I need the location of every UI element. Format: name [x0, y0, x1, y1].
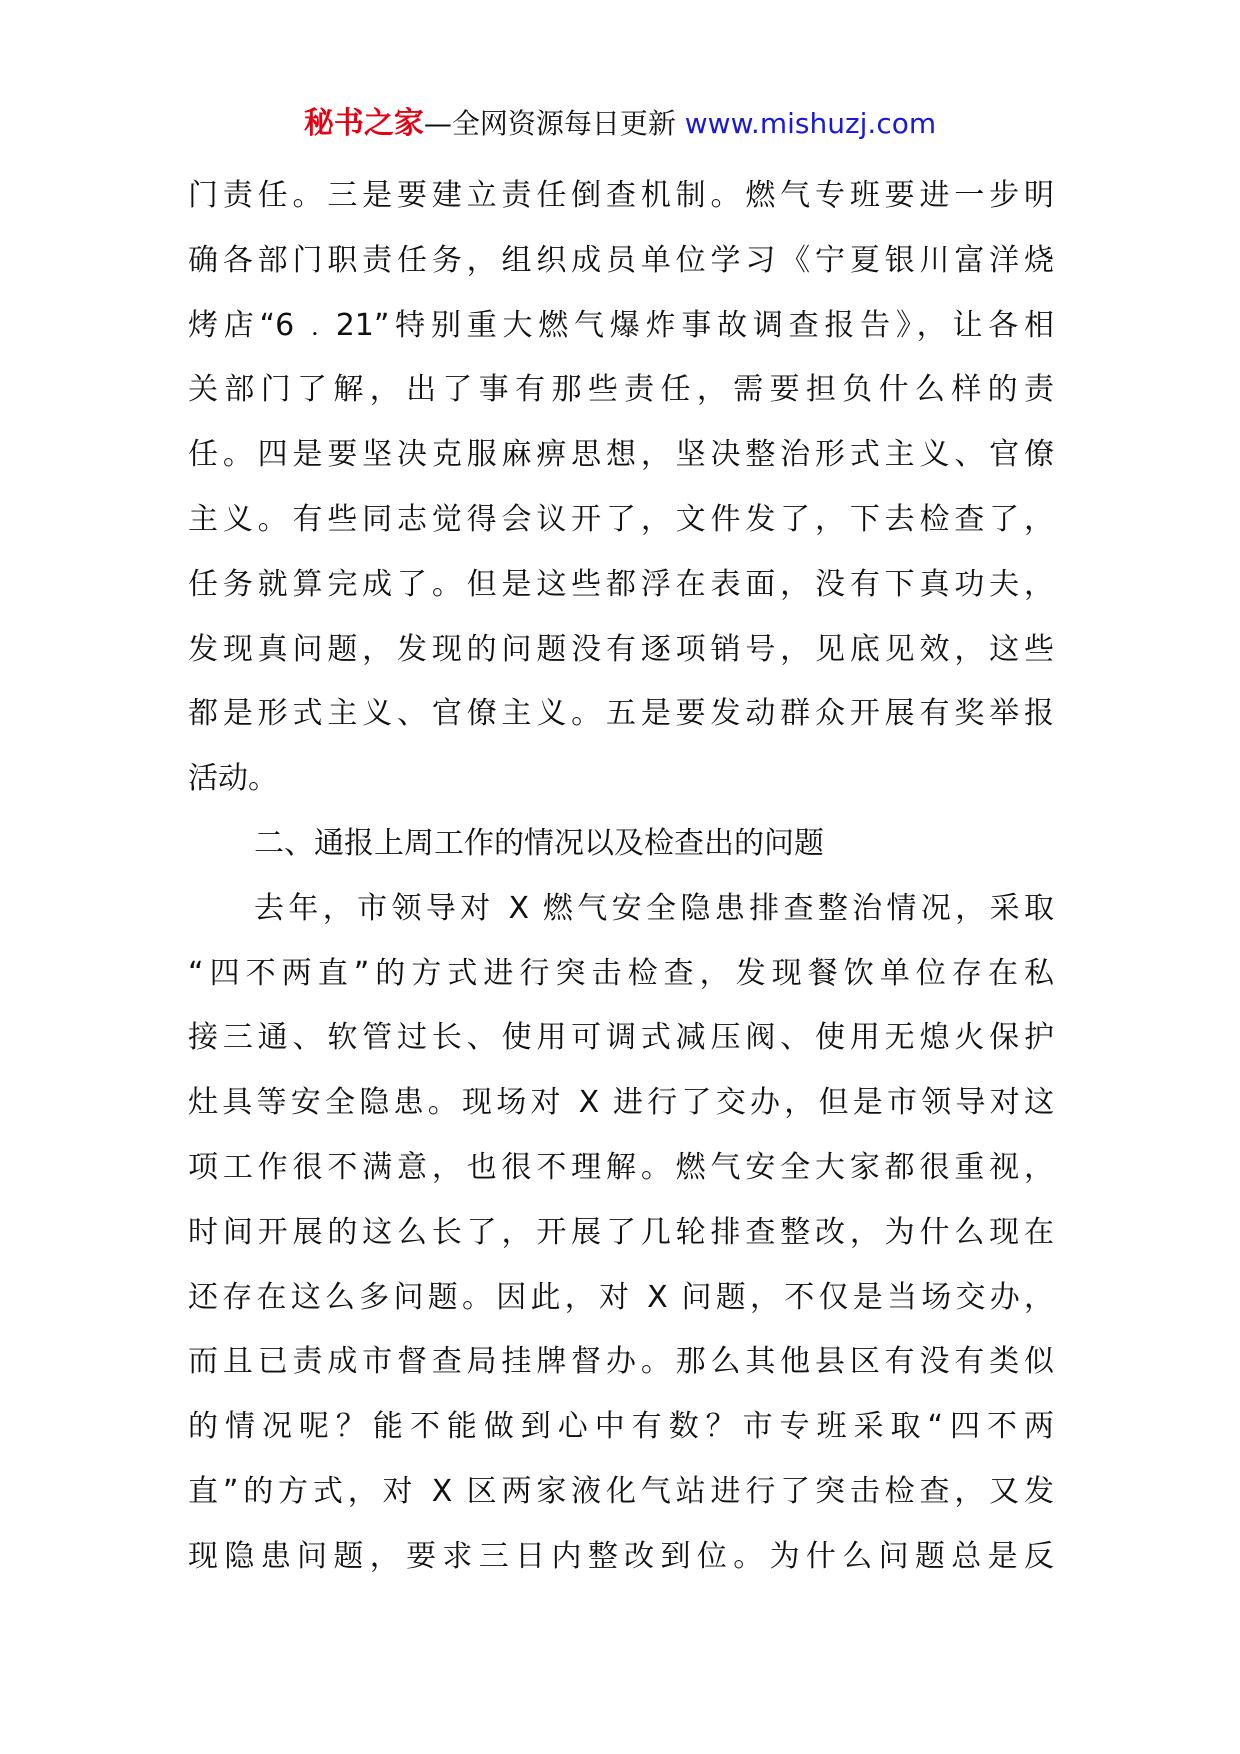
- text-line: 烤店“6﹒21”特别重大燃气爆炸事故调查报告》，让各相: [188, 307, 1054, 343]
- document-body: [188, 164, 1054, 1590]
- text-line: 的情况呢？能不能做到心中有数？市专班采取“四不两: [188, 1409, 1054, 1445]
- text-line: 还存在这么多问题。因此，对 X 问题，不仅是当场交办，: [188, 1279, 1054, 1315]
- text-line: 项工作很不满意，也很不理解。燃气安全大家都很重视，: [188, 1149, 1054, 1185]
- header-url-link[interactable]: www.mishuzj.com: [684, 107, 937, 140]
- text-line: 门责任。三是要建立责任倒查机制。燃气专班要进一步明: [188, 178, 1054, 213]
- text-line: 去年，市领导对 X 燃气安全隐患排查整治情况，采取: [254, 890, 1054, 926]
- page-header: [0, 104, 1240, 144]
- text-line: 任务就算完成了。但是这些都浮在表面，没有下真功夫，: [188, 566, 1054, 602]
- text-line: 现隐患问题，要求三日内整改到位。为什么问题总是反: [188, 1538, 1054, 1574]
- text-line: 都是形式主义、官僚主义。五是要发动群众开展有奖举报: [188, 696, 1054, 732]
- brand-name: 秘书之家: [303, 106, 424, 141]
- text-line: “四不两直”的方式进行突击检查，发现餐饮单位存在私: [188, 955, 1054, 991]
- text-line: 活动。: [188, 761, 278, 797]
- text-line: 时间开展的这么长了，开展了几轮排查整改，为什么现在: [188, 1214, 1054, 1250]
- text-line: 而且已责成市督查局挂牌督办。那么其他县区有没有类似: [188, 1344, 1054, 1380]
- text-line: 发现真问题，发现的问题没有逐项销号，见底见效，这些: [188, 631, 1054, 667]
- text-line: 任。四是要坚决克服麻痹思想，坚决整治形式主义、官僚: [188, 437, 1054, 473]
- section-heading: 二、通报上周工作的情况以及检查出的问题: [254, 825, 824, 861]
- text-line: 确各部门职责任务，组织成员单位学习《宁夏银川富洋烧: [188, 242, 1054, 278]
- header-tagline: —全网资源每日更新: [423, 107, 676, 140]
- text-line: 接三通、软管过长、使用可调式减压阀、使用无熄火保护: [188, 1020, 1054, 1056]
- text-line: 关部门了解，出了事有那些责任，需要担负什么样的责: [188, 372, 1054, 408]
- text-line: 直”的方式，对 X 区两家液化气站进行了突击检查，又发: [188, 1473, 1054, 1509]
- text-line: 主义。有些同志觉得会议开了，文件发了，下去检查了，: [188, 501, 1054, 537]
- text-line: 灶具等安全隐患。现场对 X 进行了交办，但是市领导对这: [188, 1085, 1054, 1121]
